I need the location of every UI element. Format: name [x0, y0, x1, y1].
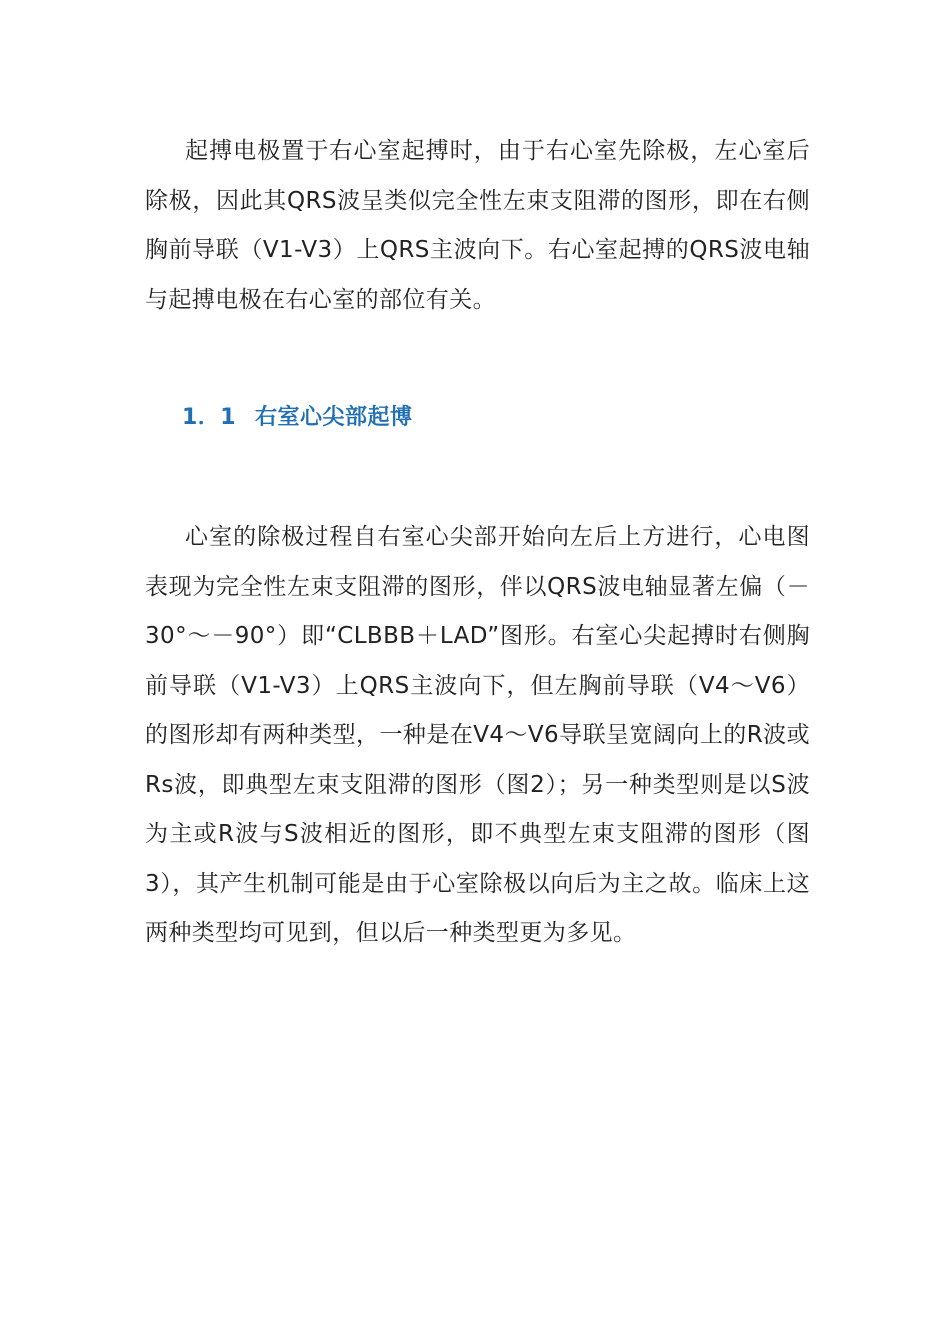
intro-paragraph: 起搏电极置于右心室起搏时，由于右心室先除极，左心室后除极，因此其QRS波呈类似完全性左束支阻滞的图形，即在右侧胸前导联（V1-V3）上QRS主波向下。右心室起搏的QRS波电轴与起搏电极在右心室的部位有关。	[145, 138, 810, 313]
body-paragraph: 心室的除极过程自右室心尖部开始向左后上方进行，心电图表现为完全性左束支阻滞的图形，伴以QRS波电轴显著左偏（－30°～－90°）即“CLBBB＋LAD”图形。右室心尖起搏时右侧胸前导联（V1-V3）上QRS主波向下，但左胸前导联（V4～V6）的图形却有两种类型，一种是在V4～V6导联呈宽阔向上的R波或Rs波，即典型左束支阻滞的图形（图2）；另一种类型则是以S波为主或R波与S波相近的图形，即不典型左束支阻滞的图形（图3），其产生机制可能是由于心室除极以向后为主之故。临床上这两种类型均可见到，但以后一种类型更为多见。	[145, 524, 810, 946]
section-title: 右室心尖部起博	[255, 405, 413, 430]
section-heading	[182, 400, 413, 436]
section-number: 1．1	[182, 405, 237, 430]
